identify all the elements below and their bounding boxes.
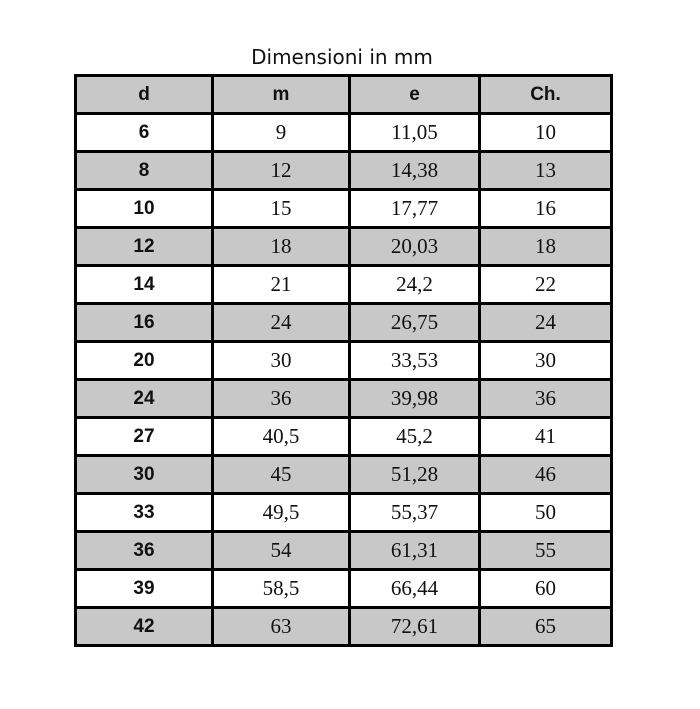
cell-d: 8 xyxy=(76,152,213,190)
cell-ch: 22 xyxy=(480,266,612,304)
cell-ch: 24 xyxy=(480,304,612,342)
cell-m: 12 xyxy=(213,152,350,190)
cell-d: 10 xyxy=(76,190,213,228)
cell-ch: 36 xyxy=(480,380,612,418)
table-row xyxy=(76,456,612,494)
cell-d: 16 xyxy=(76,304,213,342)
cell-e: 55,37 xyxy=(350,494,480,532)
cell-d: 42 xyxy=(76,608,213,646)
cell-m: 40,5 xyxy=(213,418,350,456)
header-m: m xyxy=(213,76,350,114)
cell-d: 24 xyxy=(76,380,213,418)
cell-ch: 30 xyxy=(480,342,612,380)
header-ch: Ch. xyxy=(480,76,612,114)
table-row xyxy=(76,418,612,456)
cell-d: 36 xyxy=(76,532,213,570)
cell-m: 24 xyxy=(213,304,350,342)
cell-m: 21 xyxy=(213,266,350,304)
cell-e: 24,2 xyxy=(350,266,480,304)
cell-e: 20,03 xyxy=(350,228,480,266)
cell-e: 61,31 xyxy=(350,532,480,570)
table-row xyxy=(76,190,612,228)
cell-e: 51,28 xyxy=(350,456,480,494)
cell-e: 14,38 xyxy=(350,152,480,190)
cell-ch: 65 xyxy=(480,608,612,646)
cell-ch: 16 xyxy=(480,190,612,228)
table-row xyxy=(76,114,612,152)
cell-d: 14 xyxy=(76,266,213,304)
cell-ch: 41 xyxy=(480,418,612,456)
cell-m: 30 xyxy=(213,342,350,380)
cell-e: 33,53 xyxy=(350,342,480,380)
table-row xyxy=(76,532,612,570)
cell-ch: 55 xyxy=(480,532,612,570)
cell-e: 66,44 xyxy=(350,570,480,608)
cell-d: 39 xyxy=(76,570,213,608)
cell-ch: 60 xyxy=(480,570,612,608)
cell-ch: 46 xyxy=(480,456,612,494)
table-row xyxy=(76,342,612,380)
header-row xyxy=(76,76,612,114)
cell-d: 27 xyxy=(76,418,213,456)
cell-d: 30 xyxy=(76,456,213,494)
cell-e: 45,2 xyxy=(350,418,480,456)
cell-m: 9 xyxy=(213,114,350,152)
cell-m: 49,5 xyxy=(213,494,350,532)
cell-m: 15 xyxy=(213,190,350,228)
cell-e: 11,05 xyxy=(350,114,480,152)
table-row xyxy=(76,380,612,418)
table-row xyxy=(76,304,612,342)
table-row xyxy=(76,152,612,190)
cell-e: 17,77 xyxy=(350,190,480,228)
cell-e: 39,98 xyxy=(350,380,480,418)
table-title: Dimensioni in mm xyxy=(251,45,433,69)
cell-m: 18 xyxy=(213,228,350,266)
table-row xyxy=(76,228,612,266)
cell-m: 63 xyxy=(213,608,350,646)
cell-ch: 10 xyxy=(480,114,612,152)
table-row xyxy=(76,266,612,304)
cell-m: 45 xyxy=(213,456,350,494)
header-d: d xyxy=(76,76,213,114)
table-row xyxy=(76,608,612,646)
cell-d: 12 xyxy=(76,228,213,266)
cell-m: 54 xyxy=(213,532,350,570)
dimensions-table xyxy=(74,74,613,647)
table-row xyxy=(76,570,612,608)
cell-ch: 50 xyxy=(480,494,612,532)
cell-d: 6 xyxy=(76,114,213,152)
header-e: e xyxy=(350,76,480,114)
cell-d: 33 xyxy=(76,494,213,532)
cell-ch: 13 xyxy=(480,152,612,190)
cell-ch: 18 xyxy=(480,228,612,266)
cell-d: 20 xyxy=(76,342,213,380)
cell-e: 72,61 xyxy=(350,608,480,646)
cell-e: 26,75 xyxy=(350,304,480,342)
table-row xyxy=(76,494,612,532)
cell-m: 58,5 xyxy=(213,570,350,608)
cell-m: 36 xyxy=(213,380,350,418)
